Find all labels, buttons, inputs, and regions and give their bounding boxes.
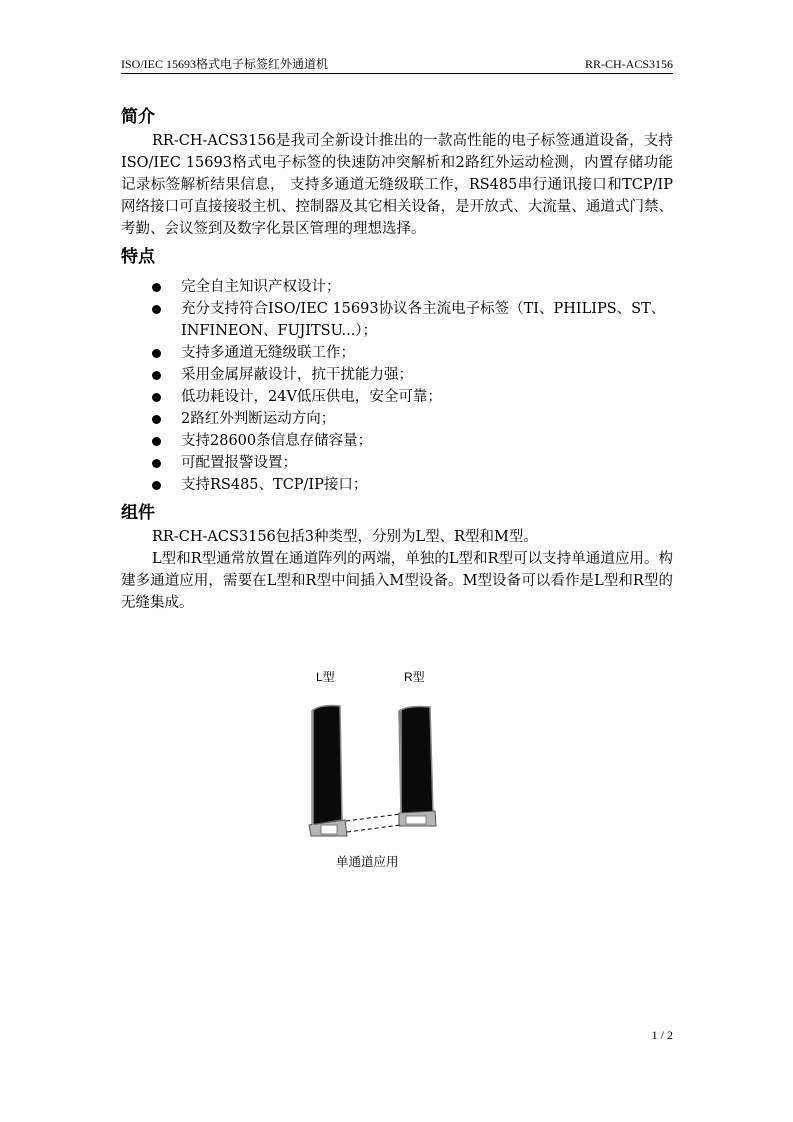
label-l-type: L型 xyxy=(316,670,335,684)
feature-item xyxy=(121,386,673,408)
feature-text: 充分支持符合ISO/IEC 15693协议各主流电子标签（TI、PHILIPS、ST、INFINEON、FUJITSU...）； xyxy=(181,301,666,339)
intro-section xyxy=(121,104,673,240)
bullet-icon xyxy=(152,305,161,314)
feature-text: 完全自主知识产权设计； xyxy=(181,279,341,295)
bullet-icon xyxy=(152,437,161,446)
features-section xyxy=(121,244,673,496)
feature-text: 低功耗设计，24V低压供电，安全可靠； xyxy=(181,389,442,405)
feature-item xyxy=(121,342,673,364)
feature-text: 2路红外判断运动方向； xyxy=(181,411,336,427)
feature-text: 采用金属屏蔽设计，抗干扰能力强； xyxy=(181,367,413,383)
bullet-icon xyxy=(152,349,161,358)
intro-heading: 简介 xyxy=(121,107,155,127)
features-list xyxy=(121,276,673,496)
features-heading: 特点 xyxy=(121,247,155,267)
channel-figure xyxy=(290,665,460,875)
bullet-icon xyxy=(152,459,161,468)
feature-text: 支持RS485、TCP/IP接口； xyxy=(181,477,368,493)
bullet-icon xyxy=(152,415,161,424)
beam-line xyxy=(347,825,400,832)
feature-text: 支持多通道无缝级联工作； xyxy=(181,345,355,361)
feature-item xyxy=(121,298,673,342)
feature-text: 支持28600条信息存储容量； xyxy=(181,433,373,449)
header-title: ISO/IEC 15693格式电子标签红外通道机 xyxy=(121,57,329,71)
feature-item xyxy=(121,430,673,452)
label-r-type: R型 xyxy=(404,670,425,684)
gate-illustration xyxy=(290,695,460,870)
page-header xyxy=(121,57,673,74)
intro-paragraph: RR-CH-ACS3156是我司全新设计推出的一款高性能的电子标签通道设备，支持ISO/IEC 15693格式电子标签的快速防冲突解析和2路红外运动检测，内置存储功能记录标签解析结果信息， 支持多通道无缝级联工作，RS485串行通讯接口和TCP/IP网络接口可直接接驳主机、控制器及其它相关设备，是开放式、大流量、通道式门禁、考勤、会议签到及数字化景区管理的理想选择。 xyxy=(121,133,673,237)
figure-caption: 单通道应用 xyxy=(336,855,399,869)
bullet-icon xyxy=(152,481,161,490)
document-body xyxy=(121,104,673,614)
bullet-icon xyxy=(152,393,161,402)
r-gate xyxy=(399,707,436,827)
header-model: RR-CH-ACS3156 xyxy=(584,57,673,71)
feature-item xyxy=(121,276,673,298)
page-number: 1 / 2 xyxy=(651,1028,673,1042)
feature-item xyxy=(121,364,673,386)
components-heading: 组件 xyxy=(121,503,155,523)
beam-line xyxy=(346,814,400,821)
bullet-icon xyxy=(152,283,161,292)
bullet-icon xyxy=(152,371,161,380)
feature-item xyxy=(121,408,673,430)
components-section xyxy=(121,500,673,614)
feature-item xyxy=(121,474,673,496)
components-paragraph: RR-CH-ACS3156包括3种类型，分别为L型、R型和M型。 xyxy=(152,529,538,545)
feature-text: 可配置报警设置； xyxy=(181,455,297,471)
l-gate xyxy=(309,706,347,836)
feature-item xyxy=(121,452,673,474)
components-paragraph: L型和R型通常放置在通道阵列的两端，单独的L型和R型可以支持单通道应用。构建多通道应用，需要在L型和R型中间插入M型设备。M型设备可以看作是L型和R型的无缝集成。 xyxy=(121,551,673,611)
